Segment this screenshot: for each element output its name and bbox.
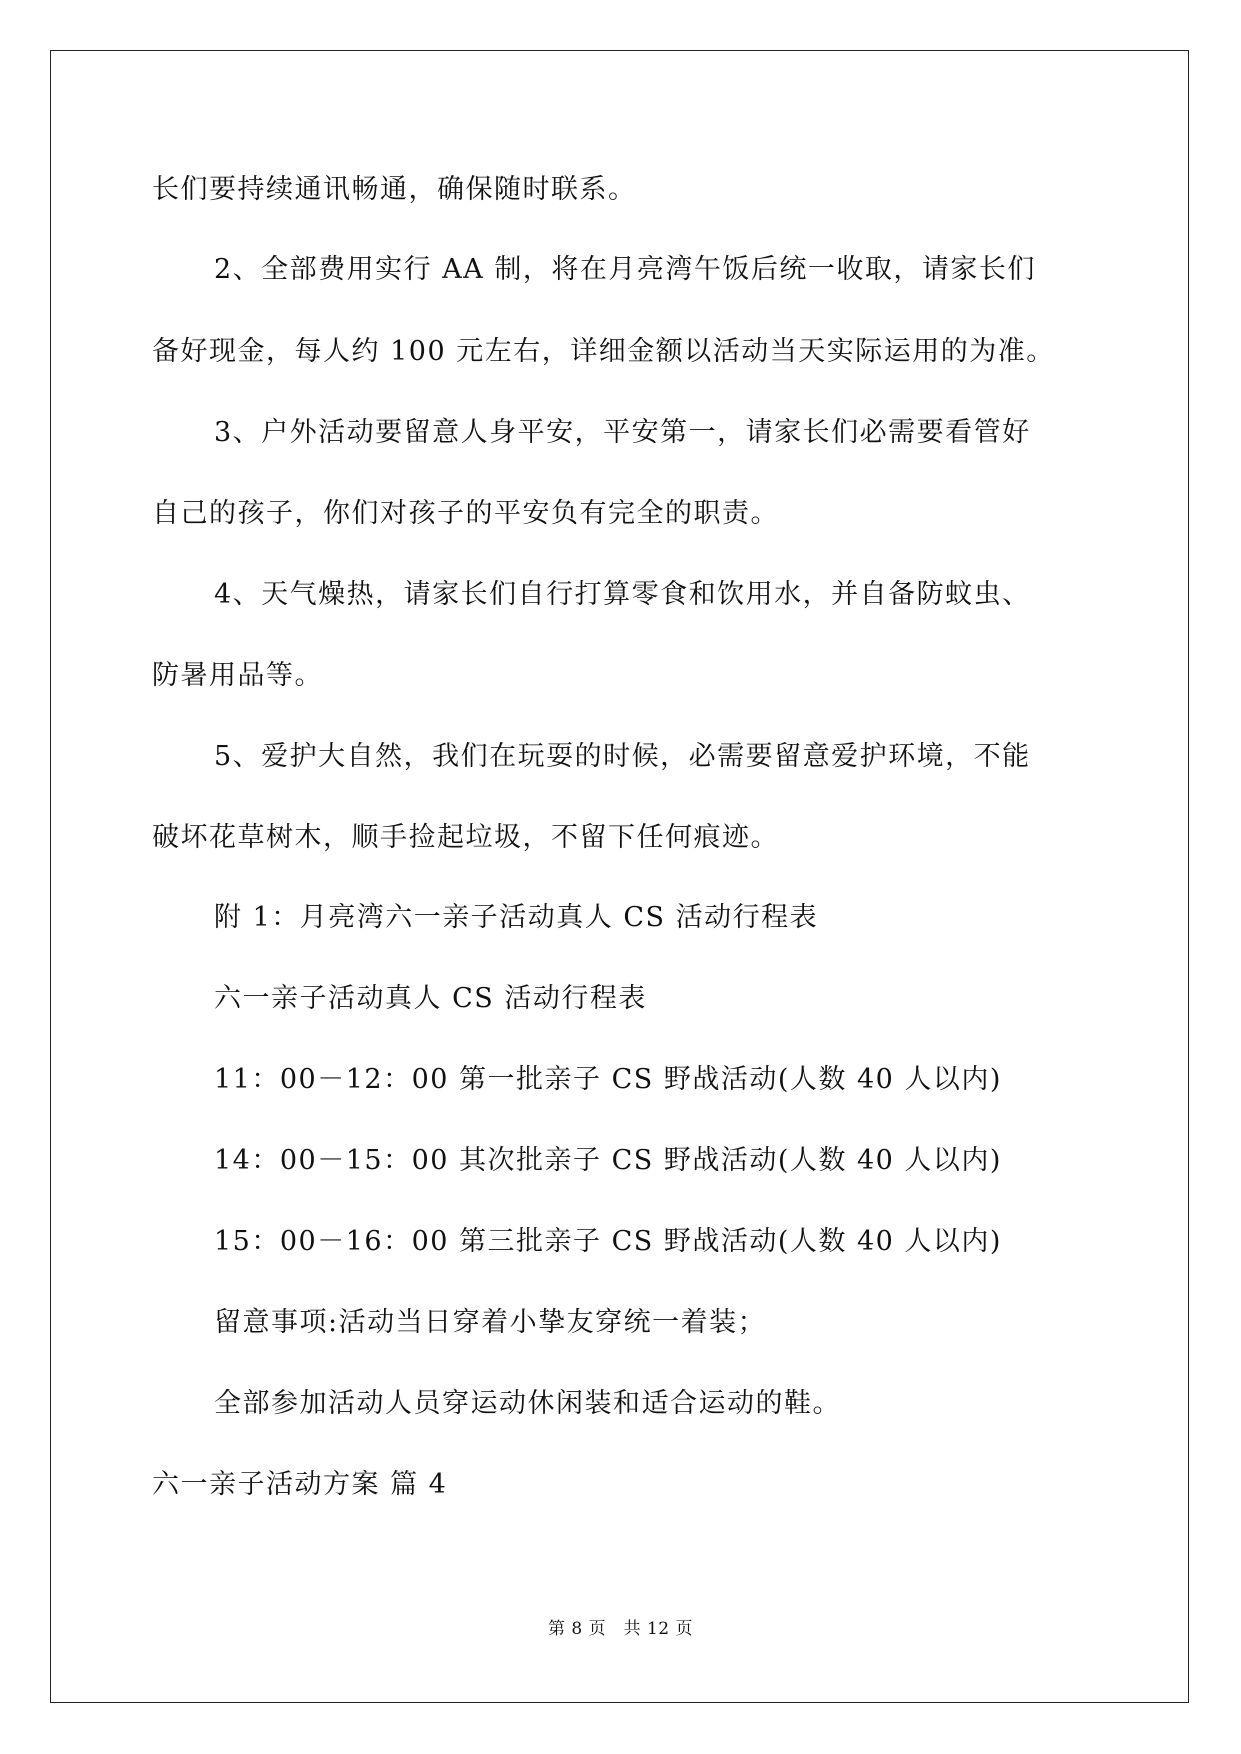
page-number: 第 8 页 共 12 页	[547, 1619, 694, 1639]
text-line: 4、天气燥热，请家长们自行打算零食和饮用水，并自备防蚊虫、	[214, 579, 1031, 610]
text-line: 自己的孩子，你们对孩子的平安负有完全的职责。	[152, 498, 779, 529]
schedule-line: 15：00－16：00 第三批亲子 CS 野战活动(人数 40 人以内)	[214, 1226, 1002, 1257]
text-line: 2、全部费用实行 AA 制，将在月亮湾午饭后统一收取，请家长们	[214, 254, 1036, 285]
text-line: 附 1：月亮湾六一亲子活动真人 CS 活动行程表	[214, 902, 819, 933]
text-line: 破坏花草树木，顺手捡起垃圾，不留下任何痕迹。	[152, 822, 779, 853]
page-border	[50, 50, 1189, 1703]
text-line: 留意事项:活动当日穿着小挚友穿统一着装；	[214, 1307, 767, 1338]
text-line: 防暑用品等。	[152, 660, 323, 691]
text-line: 备好现金，每人约 100 元左右，详细金额以活动当天实际运用的为准。	[152, 336, 1055, 367]
text-line: 3、户外活动要留意人身平安，平安第一，请家长们必需要看管好	[214, 417, 1031, 448]
text-line: 全部参加活动人员穿运动休闲装和适合运动的鞋。	[214, 1388, 841, 1419]
schedule-line: 14：00－15：00 其次批亲子 CS 野战活动(人数 40 人以内)	[214, 1145, 1002, 1176]
text-line: 5、爱护大自然，我们在玩耍的时候，必需要留意爱护环境，不能	[214, 741, 1031, 772]
schedule-line: 11：00－12：00 第一批亲子 CS 野战活动(人数 40 人以内)	[214, 1064, 1002, 1095]
text-line: 六一亲子活动真人 CS 活动行程表	[214, 983, 647, 1014]
text-line: 长们要持续通讯畅通，确保随时联系。	[152, 174, 637, 205]
section-heading: 六一亲子活动方案 篇 4	[152, 1469, 448, 1500]
